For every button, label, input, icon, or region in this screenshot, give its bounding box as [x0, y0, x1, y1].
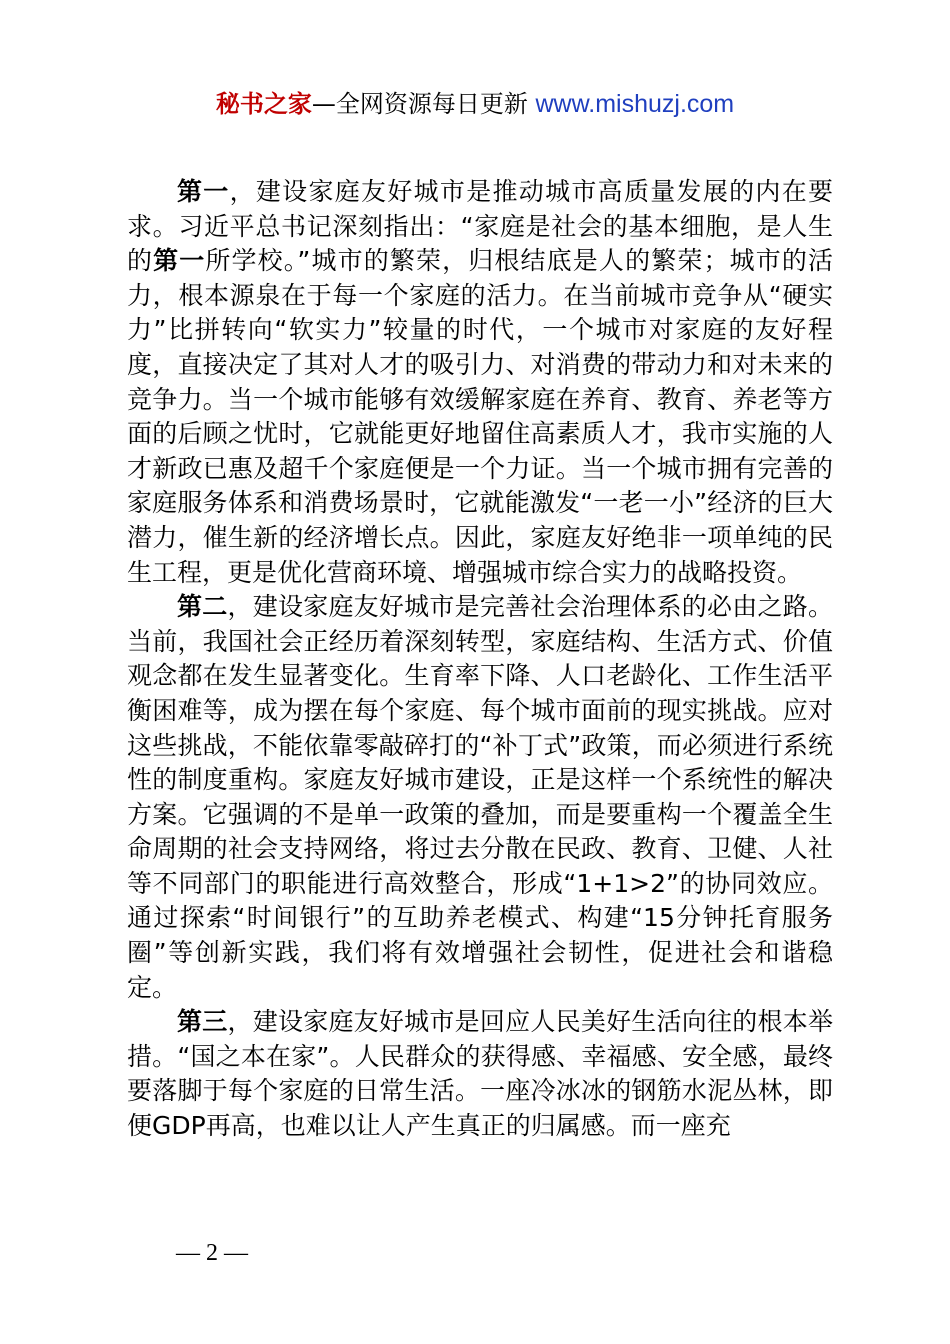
banner-tagline: —全网资源每日更新: [311, 90, 536, 118]
site-url-link[interactable]: www.mishuzj.com: [535, 90, 735, 118]
paragraph-third: [127, 1005, 833, 1143]
page-number: — 2 —: [176, 1240, 248, 1266]
site-banner: [0, 88, 950, 120]
paragraph-text: ，建设家庭友好城市是推动城市高质量发展的内在要求。习近平总书记深刻指出：“家庭是社会的基本细胞，是人生的: [127, 177, 833, 276]
paragraph-lead: 第一: [177, 177, 230, 206]
paragraph-lead: 第三: [177, 1007, 228, 1037]
brand-name: 秘书之家: [215, 90, 312, 118]
paragraph-text: 所学校。”城市的繁荣，归根结底是人的繁荣；城市的活力，根本源泉在于每一个家庭的活力。在当前城市竞争从“硬实力”比拼转向“软实力”较量的时代，一个城市对家庭的友好程度，直接决定了其对人才的吸引力、对消费的带动力和对未来的竞争力。当一个城市能够有效缓解家庭在养育、教育、养老等方面的后顾之忧时，它就能更好地留住高素质人才，我市实施的人才新政已惠及超千个家庭便是一个力证。当一个城市拥有完善的家庭服务体系和消费场景时，它就能激发“一老一小”经济的巨大潜力，催生新的经济增长点。因此，家庭友好绝非一项单纯的民生工程，更是优化营商环境、增强城市综合实力的战略投资。: [127, 246, 833, 587]
paragraph-text: ，建设家庭友好城市是回应人民美好生活向往的根本举措。“国之本在家”。人民群众的获得感、幸福感、安全感，最终要落脚于每个家庭的日常生活。一座冷冰冰的钢筋水泥丛林，即便GDP再高，也难以让人产生真正的归属感。而一座充: [127, 1007, 833, 1141]
paragraph-lead: 第二: [177, 592, 228, 622]
document-body: [127, 175, 833, 1144]
paragraph-first: [127, 175, 833, 590]
paragraph-text: ，建设家庭友好城市是完善社会治理体系的必由之路。当前，我国社会正经历着深刻转型，家庭结构、生活方式、价值观念都在发生显著变化。生育率下降、人口老龄化、工作生活平衡困难等，成为摆在每个家庭、每个城市面前的现实挑战。应对这些挑战，不能依靠零敲碎打的“补丁式”政策，而必须进行系统性的制度重构。家庭友好城市建设，正是这样一个系统性的解决方案。它强调的不是单一政策的叠加，而是要重构一个覆盖全生命周期的社会支持网络，将过去分散在民政、教育、卫健、人社等不同部门的职能进行高效整合，形成“1+1>2”的协同效应。通过探索“时间银行”的互助养老模式、构建“15分钟托育服务圈”等创新实践，我们将有效增强社会韧性，促进社会和谐稳定。: [127, 592, 833, 1002]
paragraph-second: [127, 590, 833, 1005]
emphasis-text: 第一: [153, 246, 206, 276]
